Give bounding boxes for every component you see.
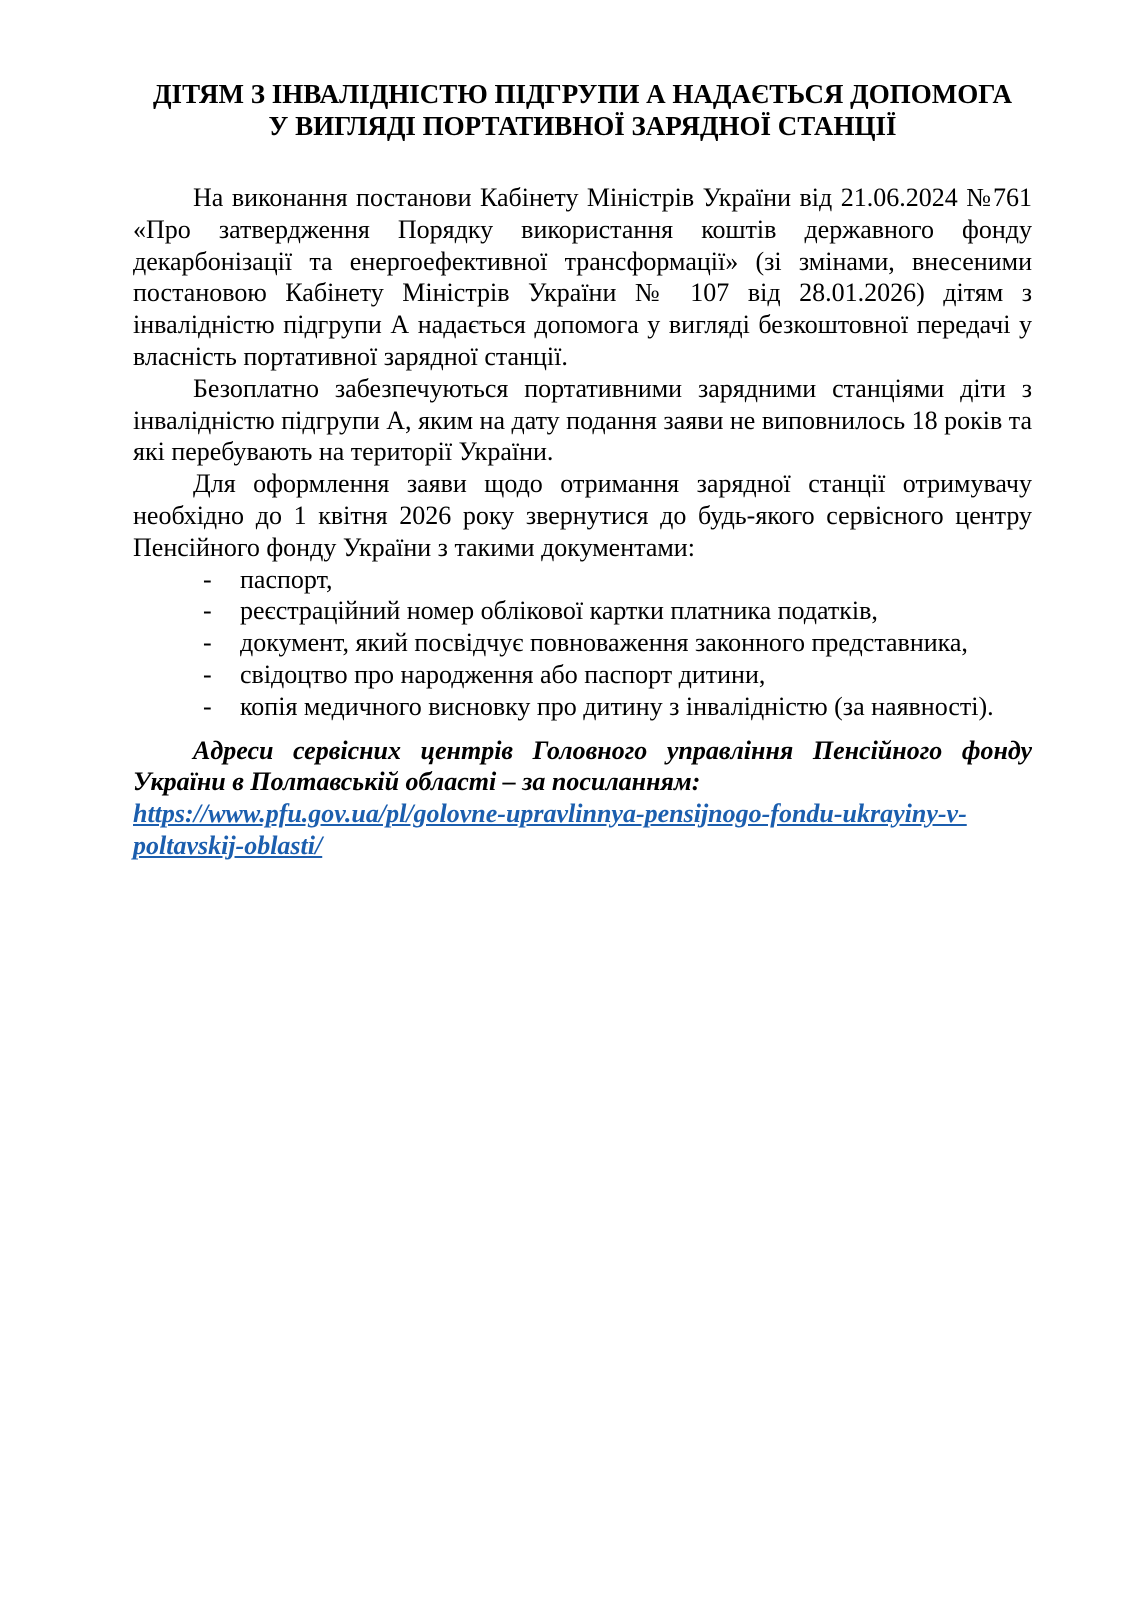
paragraph-resolution: На виконання постанови Кабінету Міністрів України від 21.06.2024 №761 «Про затвердження Порядку використання коштів державного фонду декарбонізації та енергоефективної трансформації» (зі змінами, внесеними постановою Кабінету Міністрів України № 107 від 28.01.2026) дітям з інвалідністю підгрупи А надається допомога у вигляді безкоштовної передачі у власність портативної зарядної станції. [133,183,1032,371]
list-item-marker: - [203,659,212,689]
list-item-marker: - [203,691,212,721]
paragraph-eligibility: Безоплатно забезпечуються портативними зарядними станціями діти з інвалідністю підгрупи А, яким на дату подання заяви не виповнилось 18 років та які перебувають на території України. [133,373,1032,467]
list-item-marker: - [203,628,212,658]
document-title [133,78,1032,142]
list-item-marker: - [203,564,212,594]
required-documents-list [133,564,1032,723]
list-item-text: копія медичного висновку про дитину з інвалідністю (за наявності). [240,691,994,721]
list-item-text: реєстраційний номер облікової картки платника податків, [240,596,878,626]
addresses-note: Адреси сервісних центрів Головного управління Пенсійного фонду України в Полтавській області – за посиланням: [133,735,1032,797]
list-item [133,659,1032,691]
list-item-text: свідоцтво про народження або паспорт дитини, [240,659,766,689]
list-item [133,627,1032,659]
list-item-text: паспорт, [240,564,333,594]
list-item [133,595,1032,627]
list-item [133,564,1032,596]
list-item-marker: - [203,596,212,626]
link-paragraph [133,798,1032,862]
list-item [133,691,1032,723]
document-title-line-2: У ВИГЛЯДІ ПОРТАТИВНОЇ ЗАРЯДНОЇ СТАНЦІЇ [268,111,897,141]
document-title-line-1: ДІТЯМ З ІНВАЛІДНІСТЮ ПІДГРУПИ А НАДАЄТЬСЯ ДОПОМОГА [152,79,1012,109]
paragraph-application: Для оформлення заяви щодо отримання зарядної станції отримувачу необхідно до 1 квітня 2026 року звернутися до будь-якого сервісного центру Пенсійного фонду України з такими документами: [133,469,1032,562]
pfu-service-centers-link[interactable]: https://www.pfu.gov.ua/pl/golovne-upravlinnya-pensijnogo-fondu-ukrayiny-v-poltavskij-oblasti/ [133,799,967,860]
list-item-text: документ, який посвідчує повноваження законного представника, [240,628,968,658]
